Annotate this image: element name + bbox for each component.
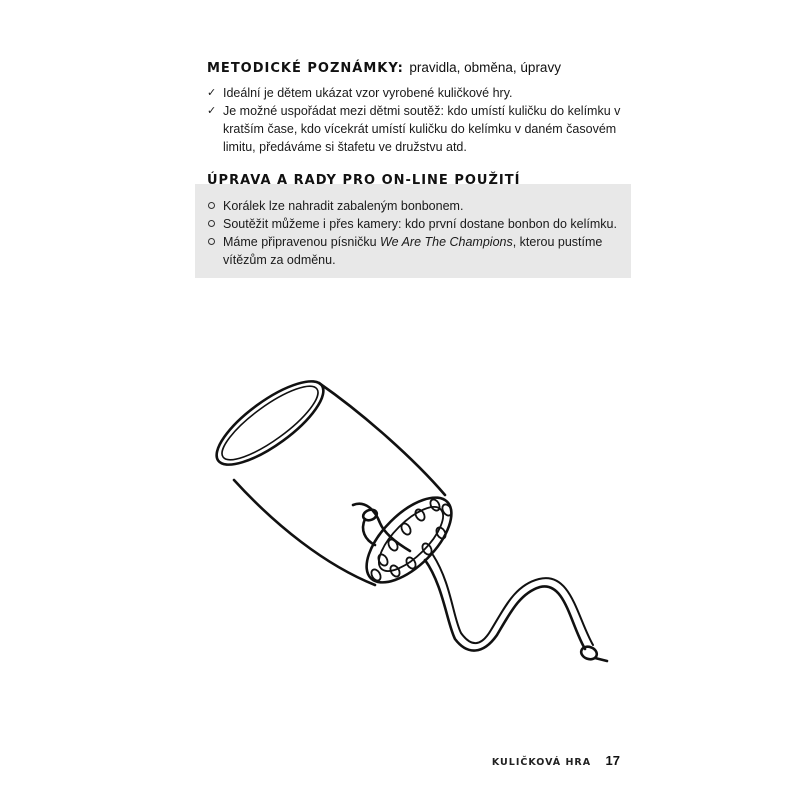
circle-bullet-icon <box>208 220 215 227</box>
circle-bullet-icon <box>208 238 215 245</box>
notes-heading-subtitle: pravidla, obměna, úpravy <box>409 60 561 75</box>
knot-loop <box>363 519 375 545</box>
tips-heading-title: ÚPRAVA A RADY PRO ON-LINE POUŽITÍ <box>207 173 521 188</box>
tips-item-text-end: , kterou pustíme vítězům za odměnu. <box>223 235 603 267</box>
list-item <box>207 215 627 233</box>
tips-item-text: Korálek lze nahradit zabaleným bonbonem. <box>223 199 464 213</box>
list-item <box>207 102 637 156</box>
list-item <box>207 84 637 102</box>
tips-item-text-start: Máme připravenou písničku <box>223 235 381 249</box>
string-end <box>595 658 607 661</box>
online-tips-heading <box>207 173 520 188</box>
tips-list <box>207 197 627 269</box>
cup-and-string-drawing <box>215 355 645 685</box>
list-item <box>207 233 627 269</box>
string-outline <box>433 555 593 645</box>
footer-section-title: KULIČKOVÁ HRA <box>491 757 592 768</box>
methodical-notes-heading <box>207 60 561 76</box>
cup-side-top <box>319 383 445 495</box>
notes-item-text: Ideální je dětem ukázat vzor vyrobené kuličkové hry. <box>223 86 513 100</box>
list-item <box>207 197 627 215</box>
tips-item-text: Soutěžit můžeme i přes kamery: kdo první dostane bonbon do kelímku. <box>223 217 617 231</box>
page-footer <box>470 752 620 770</box>
check-icon: ✓ <box>207 87 217 99</box>
cup-rim-inner <box>215 375 327 471</box>
song-title: We Are The Champions <box>380 235 513 249</box>
cup-rim <box>215 368 335 479</box>
notes-list <box>207 84 637 156</box>
cup-side-bottom <box>234 480 375 585</box>
page-number: 17 <box>605 753 620 768</box>
notes-heading-title: METODICKÉ POZNÁMKY: <box>207 61 404 76</box>
notes-item-text: Je možné uspořádat mezi dětmi soutěž: kdo umístí kuličku do kelímku v kratším čase, kdo vícekrát umístí kuličku do kelímku v daném časovém limitu, předáváme si štafetu ve družstvu atd. <box>223 104 621 154</box>
circle-bullet-icon <box>208 202 215 209</box>
check-icon: ✓ <box>207 105 217 117</box>
